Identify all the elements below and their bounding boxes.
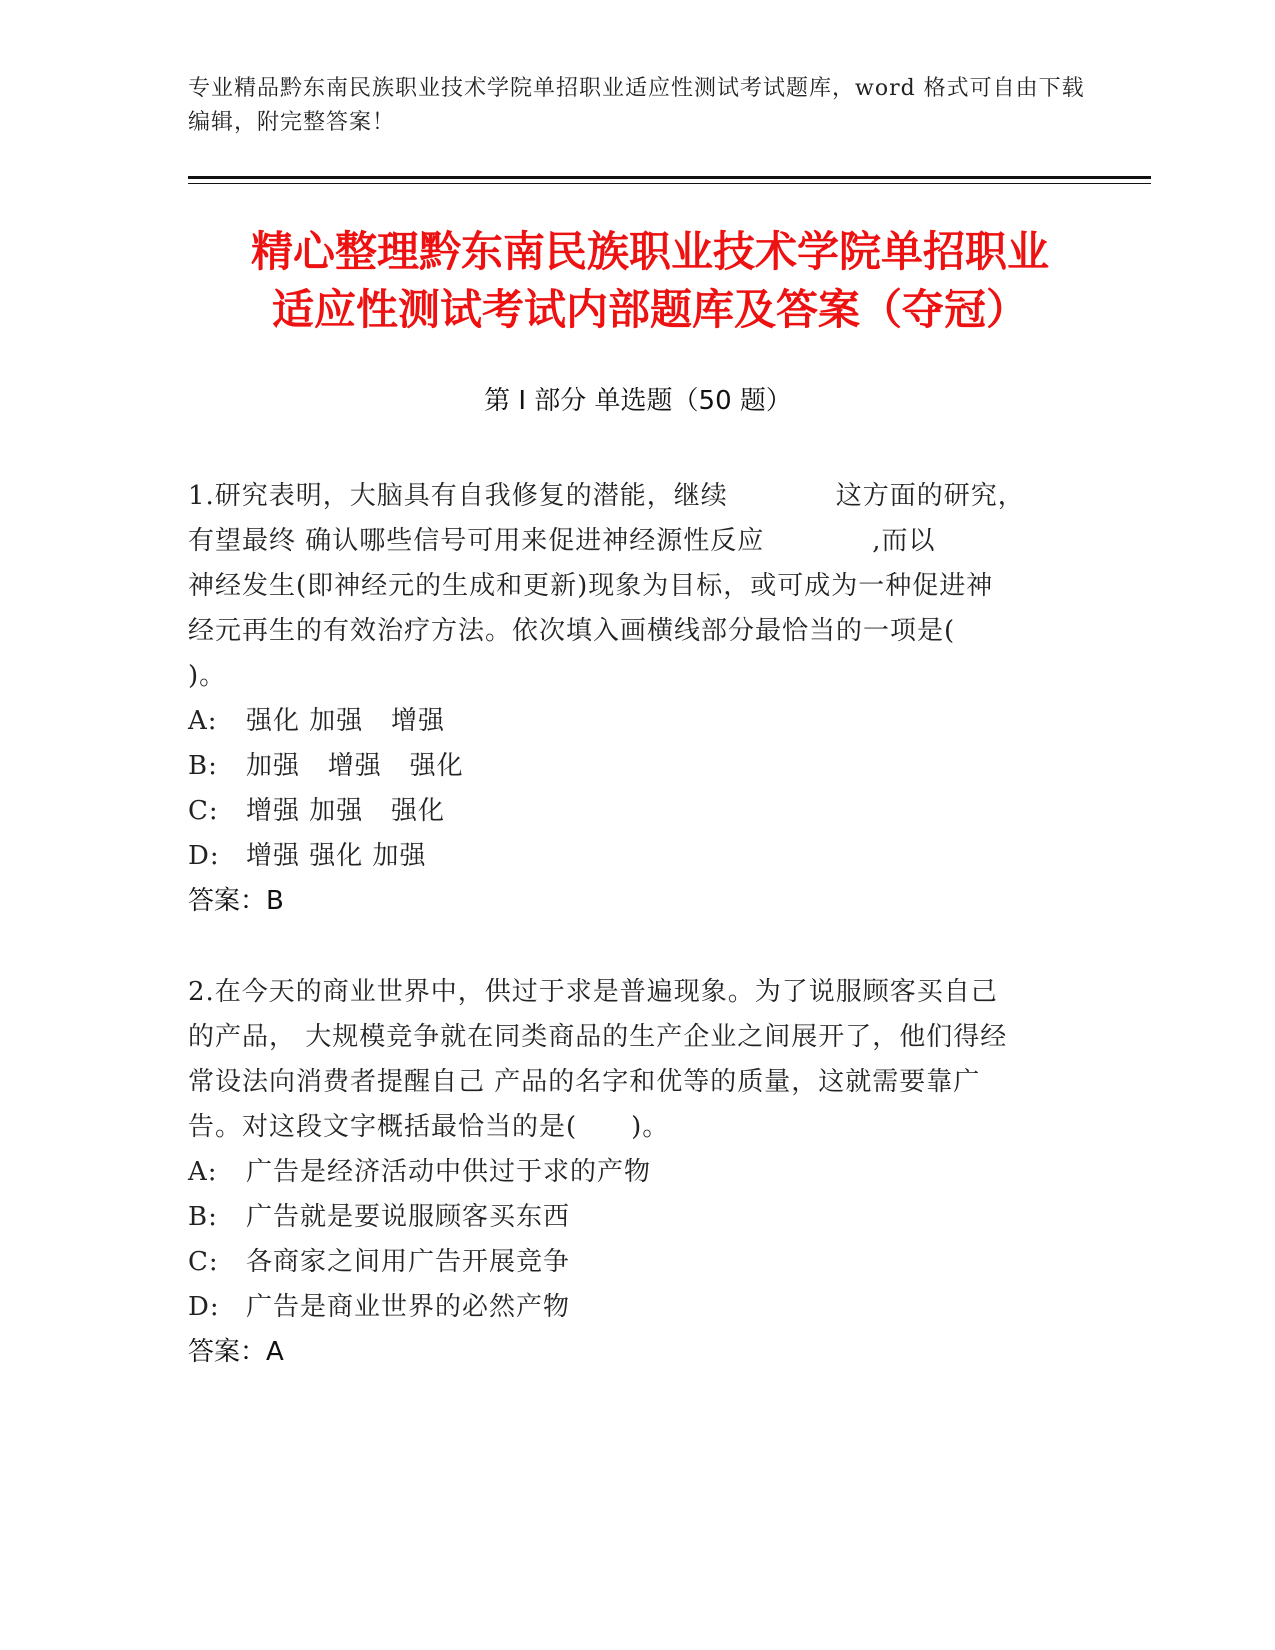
stem-line: )。 — [188, 661, 227, 691]
option-d — [188, 1285, 1068, 1330]
option-a — [188, 1150, 1068, 1195]
option-d — [188, 834, 1068, 879]
option-text: 各商家之间用广告开展竞争 — [246, 1247, 571, 1277]
document-title-line-1: 精心整理黔东南民族职业技术学院单招职业 — [250, 227, 1049, 276]
stem-line: 经元再生的有效治疗方法。依次填入画横线部分最恰当的一项是( — [188, 616, 956, 646]
option-b — [188, 1195, 1068, 1240]
section-title: 第 I 部分 单选题（50 题） — [484, 386, 792, 416]
option-label: C: — [188, 1247, 219, 1277]
stem-line: 的产品， 大规模竞争就在同类商品的生产企业之间展开了，他们得经 — [188, 1022, 1008, 1052]
stem-line: 有望最终 确认哪些信号可用来促进神经源性反应 ,而以 — [188, 526, 936, 556]
stem-line: 常设法向消费者提醒自己 产品的名字和优等的质量，这就需要靠广 — [188, 1067, 981, 1097]
option-b — [188, 744, 1068, 789]
question-stem — [188, 474, 1068, 699]
option-label: B: — [188, 751, 218, 781]
option-label: B: — [188, 1202, 218, 1232]
option-label: D: — [188, 1292, 220, 1322]
question-stem — [188, 970, 1068, 1150]
option-label: D: — [188, 841, 220, 871]
answer: 答案：B — [188, 886, 284, 916]
document-title-line-2: 适应性测试考试内部题库及答案（夺冠） — [271, 285, 1028, 334]
option-text: 加强 增强 强化 — [246, 751, 464, 781]
question-1 — [188, 474, 1068, 924]
stem-line: 神经发生(即神经元的生成和更新)现象为目标，或可成为一种促进神 — [188, 571, 994, 601]
option-c — [188, 789, 1068, 834]
header-note: 专业精品黔东南民族职业技术学院单招职业适应性测试考试题库，word 格式可自由下载编辑，附完整答案！ — [188, 76, 1085, 135]
stem-line: 1.研究表明，大脑具有自我修复的潜能，继续 这方面的研究， — [188, 481, 1025, 511]
stem-line: 告。对这段文字概括最恰当的是( )。 — [188, 1112, 670, 1142]
option-text: 增强 加强 强化 — [246, 796, 446, 826]
header-rule-thick — [188, 176, 1151, 179]
option-text: 广告就是要说服顾客买东西 — [246, 1202, 571, 1232]
option-text: 广告是商业世界的必然产物 — [246, 1292, 571, 1322]
header-rule-thin — [188, 183, 1151, 184]
stem-line: 2.在今天的商业世界中，供过于求是普遍现象。为了说服顾客买自己 — [188, 977, 998, 1007]
option-c — [188, 1240, 1068, 1285]
option-label: A: — [188, 1157, 218, 1187]
question-2 — [188, 970, 1068, 1375]
answer: 答案：A — [188, 1337, 284, 1367]
option-label: C: — [188, 796, 219, 826]
option-a — [188, 699, 1068, 744]
document-title — [150, 223, 1150, 339]
option-text: 强化 加强 增强 — [246, 706, 446, 736]
option-text: 增强 强化 加强 — [246, 841, 427, 871]
option-text: 广告是经济活动中供过于求的产物 — [246, 1157, 652, 1187]
option-label: A: — [188, 706, 218, 736]
